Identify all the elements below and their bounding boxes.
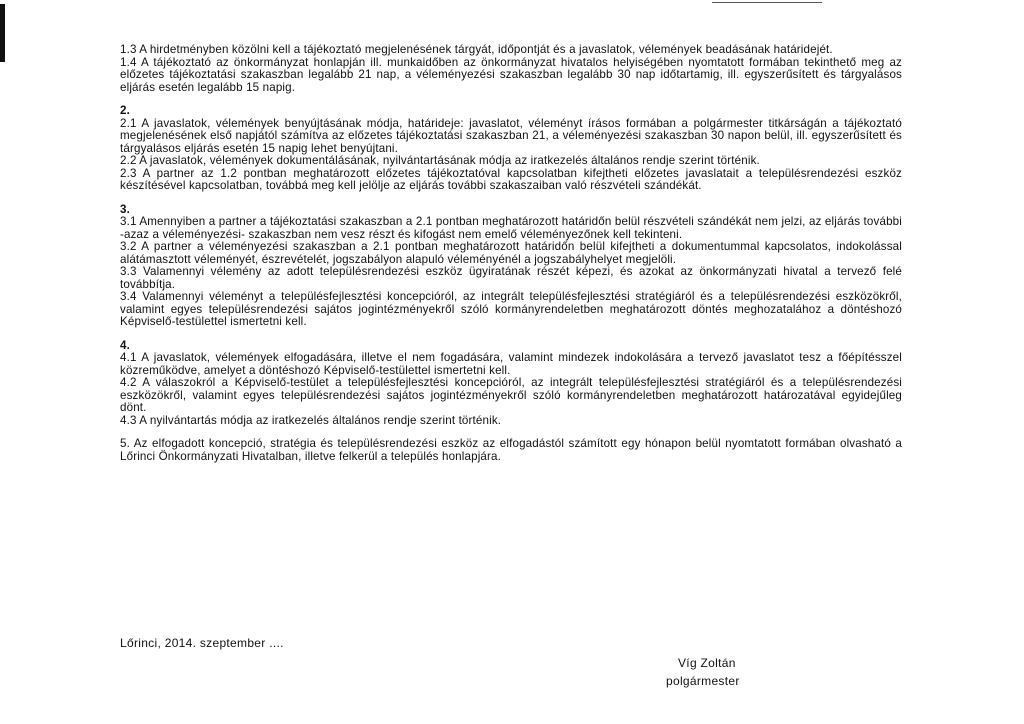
paragraph-1-4: 1.4 A tájékoztató az önkormányzat honlapján ill. munkaidőben az önkormányzat hivatalos helyiségében nyomtatott formában tekinthető meg az előzetes tájékoztatási szakaszban legalább 21 nap, a véleményezési szakaszban legalább 30 nap időtartamig, ill. egyszerűsített és tárgyalásos eljárás esetén legalább 15 napig. (120, 55, 902, 94)
paragraph-1-3: 1.3 A hirdetményben közölni kell a tájékoztató megjelenésének tárgyát, időpontját és a javaslatok, vélemények beadásának határidejét. (120, 43, 833, 56)
signature-block (666, 654, 740, 690)
paragraph-2-2: 2.2 A javaslatok, vélemények dokumentálásának, nyilvántartásának módja az iratkezelés általános rendje szerint történik. (120, 154, 760, 167)
section-heading-3: 3. (120, 202, 130, 216)
place-and-date: Lőrinci, 2014. szeptember .... (120, 636, 284, 650)
section-2 (120, 105, 902, 193)
paragraph-4-2: 4.2 A válaszokról a Képviselő-testület a településfejlesztési koncepcióról, az integrált településfejlesztési stratégiáról és a településrendezési eszközökről, valamint egyes településrendezési sajátos jogintézményekről szóló kormányrendeletben meghatározott határozatával egyidejűleg dönt. (120, 376, 902, 414)
paragraph-4-1: 4.1 A javaslatok, vélemények elfogadására, illetve el nem fogadására, valamint mindezek indokolására a tervező javaslatot tesz a főépítésszel közreműködve, amelyet a döntéshozó Képviselő-testülettel ismertetni kell. (120, 351, 902, 377)
paragraph-3-1: 3.1 Amennyiben a partner a tájékoztatási szakaszban a 2.1 pontban meghatározott határidőn belül részvételi szándékát nem jelzi, az eljárás további -azaz a véleményezési- szakaszban nem vesz részt és kifogást nem emelő véleményezőnek kell tekinteni. (120, 215, 902, 241)
paragraph-2-1: 2.1 A javaslatok, vélemények benyújtásának módja, határideje: javaslatot, véleményt írásos formában a polgármester titkárságán a tájékoztató megjelenésének első napjától számítva az előzetes tájékoztatási szakaszban 21, a véleményezési szakaszban 30 napon belül, ill. egyszerűsített és tárgyalásos eljárás esetén 15 napig lehet benyújtani. (120, 116, 902, 155)
signatory-title: polgármester (666, 674, 740, 688)
signatory-name: Víg Zoltán (678, 656, 736, 670)
section-3 (120, 204, 902, 329)
paragraph-3-4: 3.4 Valamennyi véleményt a településfejlesztési koncepcióról, az integrált településfejlesztési stratégiáról és a településrendezési eszközökről, valamint egyes településrendezési sajátos jogintézményekről szóló kormányrendeletben meghatározott döntés meghozatalához a döntéshozó Képviselő-testülettel ismertetni kell. (120, 290, 902, 328)
paragraph-3-3: 3.3 Valamennyi vélemény az adott településrendezési eszköz ügyiratának részét képezi, és azokat az önkormányzati hivatal a tervező felé továbbítja. (120, 265, 902, 291)
section-4 (120, 340, 902, 428)
paragraph-2-3: 2.3 A partner az 1.2 pontban meghatározott előzetes tájékoztatóval kapcsolatban kifejtheti előzetes javaslatait a településrendezési eszköz készítésével kapcsolatban, továbbá meg kell jelölje az eljárás további szakaszaiban való részvételi szándékát. (120, 166, 902, 192)
paragraph-5: 5. Az elfogadott koncepció, stratégia és településrendezési eszköz az elfogadástól számított egy hónapon belül nyomtatott formában olvasható a Lőrinci Önkormányzati Hivatalban, illetve felkerül a település honlapjára. (120, 437, 902, 463)
document-body (120, 44, 902, 463)
scan-top-line (712, 2, 822, 3)
paragraph-4-3: 4.3 A nyilvántartás módja az iratkezelés általános rendje szerint történik. (120, 413, 502, 427)
section-5 (120, 438, 902, 463)
section-heading-2: 2. (120, 104, 130, 117)
paragraph-3-2: 3.2 A partner a véleményezési szakaszban a 2.1 pontban meghatározott határidőn belül kifejtheti a dokumentummal kapcsolatos, indokolással alátámasztott véleményét, észrevételét, jogszabályon alapuló véleményénél a jogszabályhelyet megjelöli. (120, 240, 902, 266)
section-heading-4: 4. (120, 338, 130, 352)
section-1 (120, 44, 902, 94)
scan-edge-mark (0, 4, 5, 62)
